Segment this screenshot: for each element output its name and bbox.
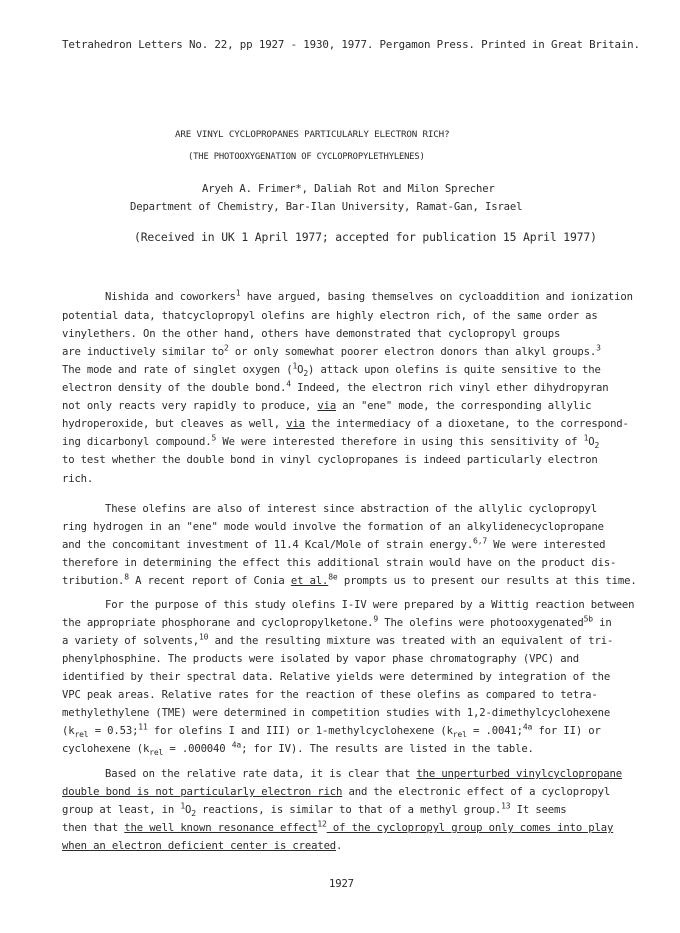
superscript: 1 [292, 361, 298, 371]
para3-line [62, 614, 634, 629]
para1-line [62, 400, 634, 412]
text-run: the well known resonance effect [124, 822, 318, 834]
subscript: rel [452, 730, 467, 740]
superscript: 4a [231, 740, 242, 750]
para4-line [105, 768, 622, 780]
subscript: 2 [303, 369, 309, 379]
text-run: Indeed, the electron rich vinyl ether dihydropyran [290, 382, 609, 394]
para4-line [62, 801, 634, 819]
text-run: . [336, 840, 343, 852]
text-run: the unperturbed vinylcyclopropane [416, 768, 622, 780]
text-run: We were interested [487, 539, 606, 551]
text-run: ing dicarbonyl compound. [62, 436, 212, 448]
para2-line [62, 572, 637, 587]
subscript: rel [149, 748, 164, 758]
text-run: vinylethers. On the other hand, others have demonstrated that cyclopropyl groups [62, 328, 561, 340]
text-run: O [297, 364, 304, 376]
text-run: of the cyclopropyl group only comes into play [326, 822, 614, 834]
para1-line [62, 379, 634, 394]
para3-line [62, 653, 634, 665]
text-run: We were interested therefore in using this sensitivity of [216, 436, 584, 448]
superscript: 8e [328, 572, 338, 582]
para1-line [62, 328, 634, 340]
superscript: 3 [596, 343, 601, 353]
para3-line [62, 722, 634, 740]
text-run: ; for IV). The results are listed in the table. [241, 743, 534, 755]
text-run: (k [62, 725, 75, 737]
text-run: ) attack upon olefins is quite sensitive to the [308, 364, 601, 376]
para1-line [105, 288, 633, 303]
para1-line [62, 473, 634, 485]
para3-line [62, 689, 634, 701]
text-run: methylethylene (TME) were determined in competition studies with 1,2-dimethylcyclohexene [62, 707, 611, 719]
text-run: and the concomitant investment of 11.4 Kcal/Mole of strain energy. [62, 539, 474, 551]
text-run: cyclohexene (k [62, 743, 150, 755]
text-run: via [317, 400, 337, 412]
text-run: prompts us to present our results at this time. [337, 575, 637, 587]
text-run: et al. [290, 575, 329, 587]
superscript: 12 [317, 819, 327, 829]
text-run: The mode and rate of singlet oxygen ( [62, 364, 293, 376]
text-run: Nishida and coworkers [105, 291, 236, 303]
para4-line [62, 819, 634, 834]
para3-line [62, 671, 634, 683]
text-run: not only reacts very rapidly to produce, [62, 400, 318, 412]
text-run: = 0.53; [88, 725, 139, 737]
article-subtitle: (THE PHOTOOXYGENATION OF CYCLOPROPYLETHYLENES) [188, 152, 425, 162]
para3-line [62, 740, 634, 758]
para2-line [62, 521, 634, 533]
text-run: reactions, is similar to that of a methyl group. [195, 804, 502, 816]
para2-line [62, 557, 634, 569]
text-run: when an electron deficient center is created [62, 840, 337, 852]
superscript: 2 [223, 343, 229, 353]
para1-line [62, 343, 634, 358]
para3-line [62, 707, 634, 719]
page-number: 1927 [329, 878, 354, 890]
superscript: 1 [180, 801, 186, 811]
text-run: double bond is not particularly electron rich [62, 786, 343, 798]
text-run: to test whether the double bond in vinyl cyclopropanes is indeed particularly electron [62, 454, 598, 466]
received-dates: (Received in UK 1 April 1977; accepted for publication 15 April 1977) [134, 230, 597, 244]
affiliation: Department of Chemistry, Bar-Ilan University, Ramat-Gan, Israel [130, 201, 523, 213]
text-run: have argued, basing themselves on cycloaddition and ionization [240, 291, 633, 303]
text-run: and the electronic effect of a cyclopropyl [342, 786, 611, 798]
para1-line [62, 433, 634, 451]
subscript: 2 [191, 809, 196, 819]
subscript: 2 [594, 441, 600, 451]
superscript: 1 [235, 288, 241, 298]
superscript: 9 [373, 614, 379, 624]
superscript: 10 [199, 632, 209, 642]
text-run: ring hydrogen in an "ene" mode would involve the formation of an alkylidenecyclopropane [62, 521, 604, 533]
text-run: the intermediacy of a dioxetane, to the correspond- [304, 418, 629, 430]
para1-line [62, 418, 634, 430]
text-run: then that [62, 822, 125, 834]
para1-line [62, 361, 634, 379]
text-run: or only somewhat poorer electron donors than alkyl groups. [228, 346, 597, 358]
authors: Aryeh A. Frimer*, Daliah Rot and Milon Sprecher [202, 183, 495, 195]
text-run: potential data, thatcyclopropyl olefins are highly electron rich, of the same order as [62, 310, 598, 322]
para3-line [105, 599, 634, 611]
text-run: These olefins are also of interest since abstraction of the allylic cyclopropyl [105, 503, 598, 515]
journal-header: Tetrahedron Letters No. 22, pp 1927 - 1930, 1977. Pergamon Press. Printed in Great Britain. [62, 38, 640, 51]
text-run: It seems [510, 804, 567, 816]
text-run: The olefins were photooxygenated [378, 617, 584, 629]
superscript: 11 [138, 722, 148, 732]
text-run: VPC peak areas. Relative rates for the reaction of these olefins as compared to tetra- [62, 689, 598, 701]
para2-line [105, 503, 597, 515]
text-run: = .000040 [163, 743, 232, 755]
superscript: 13 [501, 801, 511, 811]
text-run: a variety of solvents, [62, 635, 200, 647]
text-run: for II) or [532, 725, 601, 737]
text-run: via [286, 418, 305, 430]
text-run: for olefins I and III) or 1-methylcyclohexene (k [147, 725, 453, 737]
text-run: A recent report of Conia [128, 575, 291, 587]
text-run: an "ene" mode, the corresponding allylic [336, 400, 592, 412]
text-run: = .0041; [466, 725, 523, 737]
text-run: identified by their spectral data. Relative yields were determined by integration of the [62, 671, 611, 683]
text-run: therefore in determining the effect this additional strain would have on the product dis- [62, 557, 617, 569]
text-run: O [185, 804, 192, 816]
text-run: For the purpose of this study olefins I-IV were prepared by a Wittig reaction between [105, 599, 635, 611]
text-run: the appropriate phosphorane and cyclopropylketone. [62, 617, 374, 629]
text-run: in [592, 617, 612, 629]
text-run: Based on the relative rate data, it is clear that [105, 768, 417, 780]
subscript: rel [74, 730, 89, 740]
para4-line [62, 786, 634, 798]
para4-line [62, 840, 634, 852]
text-run: electron density of the double bond. [62, 382, 287, 394]
para1-line [62, 454, 634, 466]
superscript: 6,7 [473, 536, 488, 546]
text-run: O [588, 436, 595, 448]
superscript: 5b [583, 614, 593, 624]
text-run: are inductively similar to [62, 346, 224, 358]
para3-line [62, 632, 634, 647]
text-run: group at least, in [62, 804, 181, 816]
article-title: ARE VINYL CYCLOPROPANES PARTICULARLY ELECTRON RICH? [175, 129, 450, 140]
superscript: 4 [286, 379, 291, 389]
superscript: 1 [583, 433, 589, 443]
superscript: 5 [211, 433, 217, 443]
superscript: 4a [522, 722, 533, 732]
text-run: rich. [62, 473, 94, 485]
text-run: and the resulting mixture was treated with an equivalent of tri- [208, 635, 614, 647]
text-run: hydroperoxide, but cleaves as well, [62, 418, 287, 430]
text-run: phenylphosphine. The products were isolated by vapor phase chromatography (VPC) and [62, 653, 579, 665]
para2-line [62, 536, 634, 551]
text-run: tribution. [62, 575, 125, 587]
para1-line [62, 310, 634, 322]
superscript: 8 [124, 572, 129, 582]
